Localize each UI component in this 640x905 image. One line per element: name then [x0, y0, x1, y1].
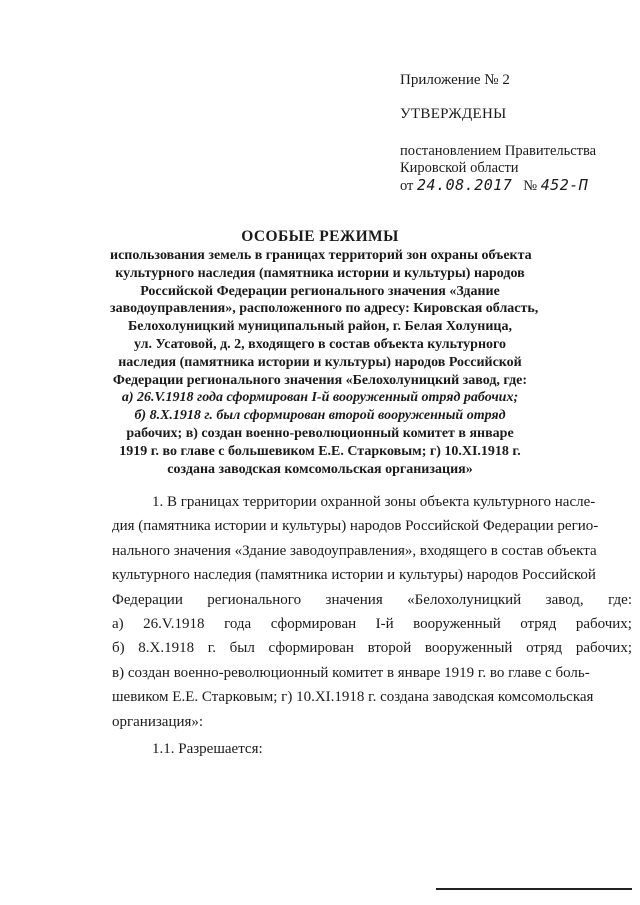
word: I-й: [375, 616, 394, 633]
subtitle-line: а) 26.V.1918 года сформирован I-й вооруженный отряд рабочих;: [121, 390, 519, 406]
subtitle-line: рабочих; в) создан военно-революционный комитет в январе: [126, 425, 514, 441]
word: значения: [325, 591, 383, 608]
word: Федерации: [112, 591, 183, 608]
document-title: ОСОБЫЕ РЕЖИМЫ: [241, 228, 399, 245]
word: отряд: [520, 616, 557, 633]
paragraph-line: 1. В границах территории охранной зоны объекта культурного насле-: [152, 494, 596, 510]
word: регионального: [207, 591, 302, 608]
subtitle-line: наследия (памятника истории и культуры) народов Российской: [118, 354, 522, 370]
decree-line-1: постановлением Правительства: [400, 143, 597, 159]
subtitle-line: создана заводская комсомольская организация»: [167, 461, 473, 477]
subtitle-line: ул. Усатовой, д. 2, входящего в состав объекта культурного: [133, 336, 507, 352]
subtitle-line: Федерации регионального значения «Белохолуницкий завод, где:: [112, 372, 528, 388]
paragraph-line: культурного наследия (памятника истории и культуры) народов Российской: [112, 567, 596, 584]
word: сформирован: [270, 616, 357, 633]
paragraph-line-justified: [112, 636, 632, 660]
word: рабочих;: [575, 640, 632, 657]
word: завод,: [545, 591, 584, 608]
paragraph-line-justified: [112, 588, 632, 612]
word: где:: [608, 591, 632, 608]
word: 8.X.1918: [138, 640, 195, 657]
paragraph-line: организация»:: [112, 713, 204, 730]
decree-from: от: [400, 178, 414, 194]
decree-reference: [400, 143, 596, 195]
word: сформирован: [268, 640, 354, 657]
word: рабочих;: [575, 616, 632, 633]
paragraph-line: дия (памятника истории и культуры) народов Российской Федерации регио-: [112, 518, 599, 535]
subtitle-line: использования земель в границах территорий зон охраны объекта: [110, 248, 532, 263]
decree-number-label: №: [523, 178, 538, 194]
word: вооруженный: [413, 616, 501, 633]
word: а): [112, 616, 124, 633]
paragraph-line: шевиком Е.Е. Старковым; г) 10.XI.1918 г. создана заводская комсомольская: [112, 689, 594, 706]
decree-number: 452-П: [540, 176, 589, 194]
subtitle-line: б) 8.X.1918 г. был сформирован второй вооруженный отряд: [134, 408, 506, 424]
decree-date: 24.08.2017: [417, 176, 513, 194]
document-subtitle: [110, 247, 539, 478]
paragraph-line-justified: [112, 612, 632, 636]
word: второй: [367, 640, 412, 657]
subtitle-line: Белохолуницкий муниципальный район, г. Белая Холуница,: [128, 319, 512, 335]
word: был: [229, 640, 255, 657]
approved-label: УТВЕРЖДЕНЫ: [400, 106, 507, 122]
subtitle-line: культурного наследия (памятника истории и культуры) народов: [115, 265, 525, 281]
footer-rule: [436, 888, 632, 890]
subtitle-line: заводоуправления», расположенного по адресу: Кировская область,: [110, 301, 539, 317]
decree-line-2: Кировской области: [400, 160, 519, 176]
subtitle-line: Российской Федерации регионального значения «Здание: [140, 283, 500, 299]
word: г.: [207, 640, 217, 657]
word: б): [112, 640, 125, 657]
decree-line-3: [400, 177, 596, 195]
word: вооруженный: [424, 640, 513, 657]
subtitle-line: 1919 г. во главе с большевиком Е.Е. Старковым; г) 10.XI.1918 г.: [119, 443, 521, 459]
word: «Белохолуницкий: [407, 591, 522, 608]
word: 26.V.1918: [143, 616, 205, 633]
document-body: [112, 490, 632, 761]
paragraph-line: нального значения «Здание заводоуправления», входящего в состав объекта: [112, 542, 597, 559]
word: отряд: [526, 640, 563, 657]
paragraph-line: 1.1. Разрешается:: [152, 741, 263, 758]
word: года: [224, 616, 252, 633]
paragraph-line: в) создан военно-революционный комитет в январе 1919 г. во главе с боль-: [112, 664, 590, 681]
attachment-label: Приложение № 2: [400, 72, 510, 88]
